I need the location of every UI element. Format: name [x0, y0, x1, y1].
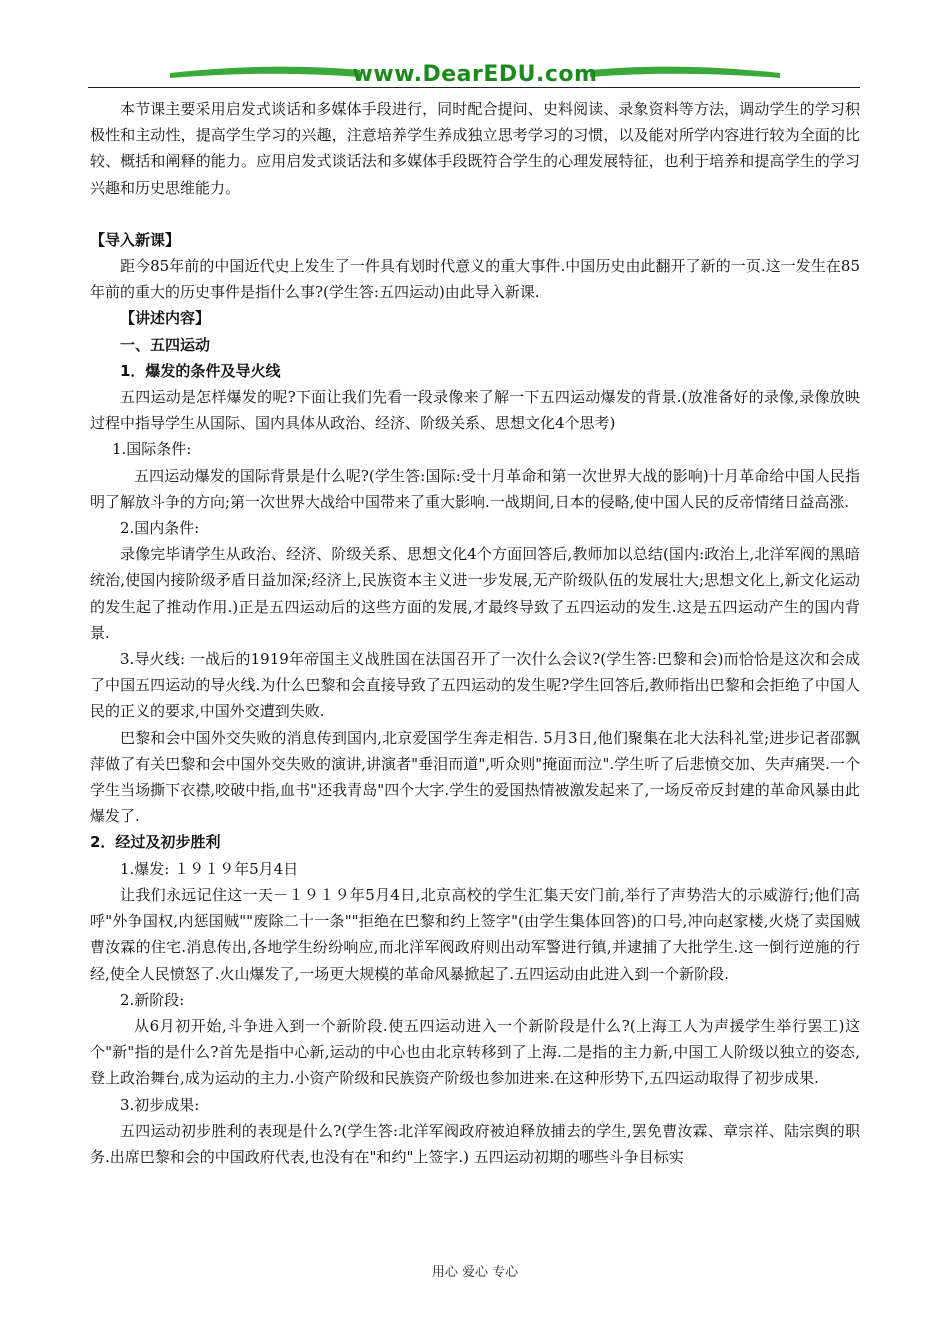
spacer — [90, 201, 860, 227]
subsection-heading: 2．经过及初步胜利 — [90, 833, 221, 852]
paragraph: 五四运动是怎样爆发的呢?下面让我们先看一段录像来了解一下五四运动爆发的背景.(放准备好的录像,录像放映过程中指导学生从国际、国内具体从政治、经济、阶级关系、思想文化4个思考) — [90, 388, 860, 433]
section-heading: 【讲述内容】 — [120, 309, 211, 328]
paragraph: 五四运动爆发的国际背景是什么呢?(学生答:国际:受十月革命和第一次世界大战的影响)十月革命给中国人民指明了解放斗争的方向;第一次世界大战给中国带来了重大影响.一战期间,日本的侵略,使中国人民的反帝情绪日益高涨. — [90, 466, 860, 511]
header-rule — [88, 87, 860, 88]
site-logo-text: www.DearEDU.com — [352, 62, 598, 87]
subheading: 1.国际条件: — [112, 440, 192, 459]
subheading: 3.初步成果: — [120, 1095, 200, 1114]
page-footer: 用心 爱心 专心 — [431, 1265, 519, 1280]
paragraph: 巴黎和会中国外交失败的消息传到国内,北京爱国学生奔走相告. 5月3日,他们聚集在北大法科礼堂;进步记者邵飘萍做了有关巴黎和会中国外交失败的演讲,讲演者"垂泪而道",听众则"掩面而泣".学生听了后悲愤交加、失声痛哭.一个学生当场撕下衣襟,咬破中指,血书"还我青岛"四个大字.学生的爱国热情被激发起来了,一场反帝反封建的革命风暴由此爆发了. — [90, 728, 860, 826]
section-heading: 【导入新课】 — [90, 230, 181, 249]
paragraph: 让我们永远记住这一天－１９１９年5月4日,北京高校的学生汇集天安门前,举行了声势浩大的示威游行;他们高呼"外争国权,内惩国贼""废除二十一条""拒绝在巴黎和约上签字"(由学生集体回答)的口号,冲向赵家楼,火烧了卖国贼曹汝霖的住宅.消息传出,各地学生纷纷响应,而北洋军阀政府则出动军警进行镇,并逮捕了大批学生.这一倒行逆施的行经,使全人民愤怒了.火山爆发了,一场更大规模的革命风暴掀起了.五四运动由此进入到一个新阶段. — [90, 885, 860, 983]
subheading: 2.国内条件: — [120, 519, 200, 538]
subsection-heading: 1．爆发的条件及导火线 — [120, 361, 281, 380]
subheading: 1.爆发: １９１９年5月4日 — [120, 859, 299, 878]
paragraph: 距今85年前的中国近代史上发生了一件具有划时代意义的重大事件.中国历史由此翻开了新的一页.这一发生在85年前的重大的历史事件是指什么事?(学生答:五四运动)由此导入新课. — [90, 257, 860, 302]
paragraph: 本节课主要采用启发式谈话和多媒体手段进行，同时配合提问、史料阅读、录象资料等方法，调动学生的学习积极性和主动性，提高学生学习的兴趣，注意培养学生养成独立思考学习的习惯，以及能对所学内容进行较为全面的比较、概括和阐释的能力。应用启发式谈话法和多媒体手段既符合学生的心理发展特征，也利于培养和提高学生的学习兴趣和历史思维能力。 — [90, 100, 860, 197]
subheading: 2.新阶段: — [120, 990, 185, 1009]
paragraph: 五四运动初步胜利的表现是什么?(学生答:北洋军阀政府被迫释放捕去的学生,罢免曹汝霖、章宗祥、陆宗舆的职务.出席巴黎和会的中国政府代表,也没有在"和约"上签字.) 五四运动初期的哪些斗争目标实 — [90, 1121, 860, 1166]
section-heading: 一、五四运动 — [120, 335, 211, 354]
document-body — [90, 96, 860, 1170]
paragraph: 录像完毕请学生从政治、经济、阶级关系、思想文化4个方面回答后,教师加以总结(国内:政治上,北洋军阀的黑暗统治,使国内接阶级矛盾日益加深;经济上,民族资本主义进一步发展,无产阶级队伍的发展壮大;思想文化上,新文化运动的发生起了推动作用.)正是五四运动后的这些方面的发展,才最终导致了五四运动的发生.这是五四运动产生的国内背景. — [90, 545, 860, 642]
paragraph: 从6月初开始,斗争进入到一个新阶段.使五四运动进入一个新阶段是什么?(上海工人为声援学生举行罢工)这个"新"指的是什么?首先是指中心新,运动的中心也由北京转移到了上海.二是指的主力新,中国工人阶级以独立的姿态,登上政治舞台,成为运动的主力.小资产阶级和民族资产阶级也参加进来.在这种形势下,五四运动取得了初步成果. — [90, 1016, 860, 1088]
paragraph: 3.导火线: 一战后的1919年帝国主义战胜国在法国召开了一次什么会议?(学生答:巴黎和会)而恰恰是这次和会成了中国五四运动的导火线.为什么巴黎和会直接导致了五四运动的发生呢?学生回答后,教师指出巴黎和会拒绝了中国人民的正义的要求,中国外交遭到失败. — [90, 650, 860, 721]
